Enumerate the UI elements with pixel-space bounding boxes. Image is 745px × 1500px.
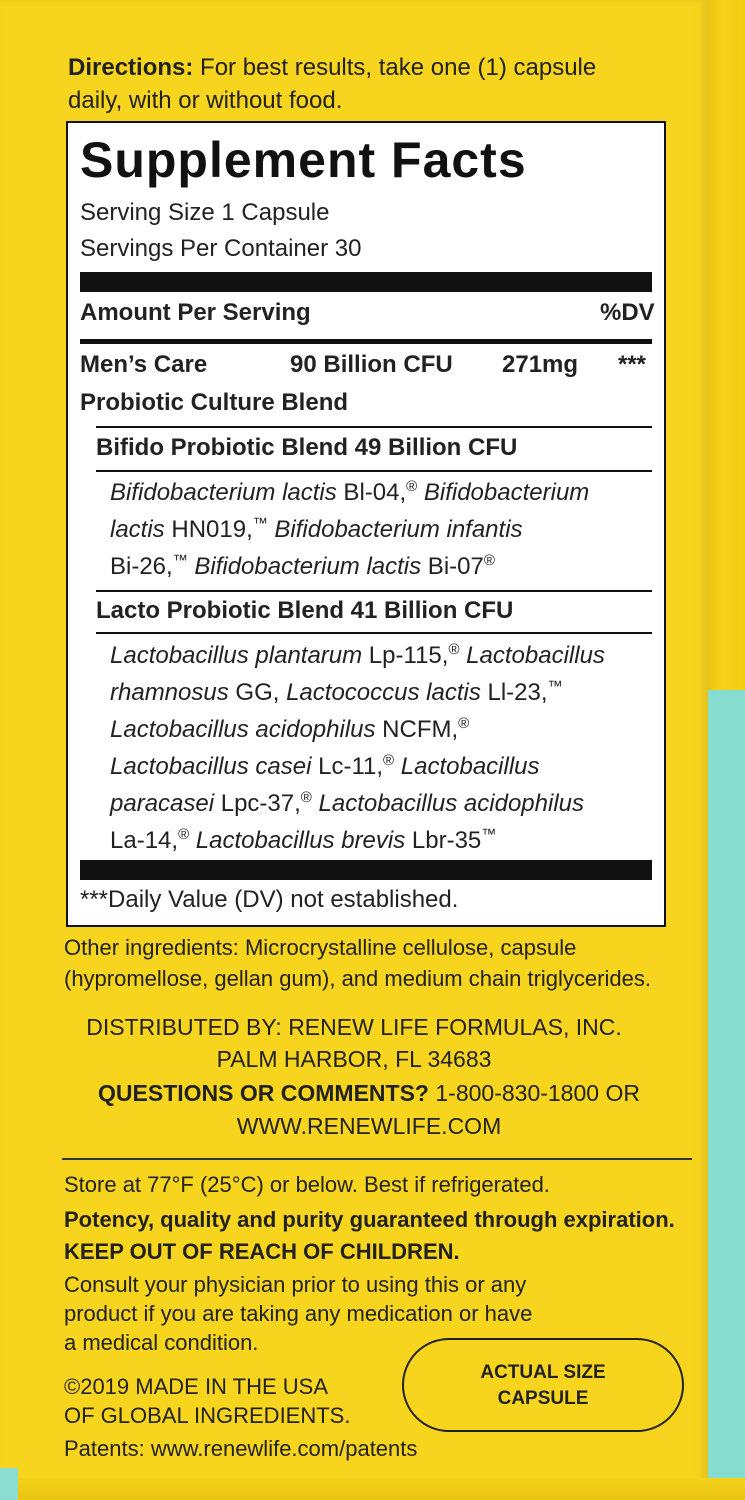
dv-header: %DV — [600, 299, 655, 326]
strain-code: Lc-11, — [311, 753, 384, 780]
strain-name: Lactobacillus plantarum — [110, 642, 363, 669]
thin-rule — [96, 590, 652, 592]
patents-line: Patents: www.renewlife.com/patents — [64, 1436, 418, 1461]
registered-mark: ® — [383, 752, 395, 769]
potency-line: Potency, quality and purity guaranteed through expiration. — [64, 1207, 675, 1232]
strain-code: Bl-04, — [336, 479, 407, 506]
strain-name: Bifidobacterium lactis — [187, 553, 422, 580]
trademark: ™ — [252, 515, 268, 532]
storage-line: Store at 77°F (25°C) or below. Best if refrigerated. — [64, 1172, 550, 1197]
strain-name: Lactobacillus acidophilus — [110, 716, 376, 743]
servings-per-container: Servings Per Container 30 — [80, 235, 362, 262]
strain-code: NCFM, — [375, 716, 459, 743]
lacto-title: Lacto Probiotic Blend 41 Billion CFU — [96, 597, 514, 624]
lacto-line-4 — [110, 752, 540, 781]
strain-code: HN019, — [164, 516, 253, 543]
consult-line-1: Consult your physician prior to using this or any — [64, 1272, 527, 1297]
phone-number: 1-800-830-1800 OR — [428, 1080, 640, 1106]
strain-name: Lactobacillus casei — [110, 753, 312, 780]
directions — [68, 51, 678, 117]
distributor-line-2: PALM HARBOR, FL 34683 — [216, 1046, 492, 1072]
strain-code: Lp-115, — [362, 642, 449, 669]
other-ingredients-1: Other ingredients: Microcrystalline cellulose, capsule — [64, 935, 577, 960]
registered-mark: ® — [458, 715, 470, 732]
questions-label: QUESTIONS OR COMMENTS? — [98, 1080, 429, 1106]
strain-name: Lactobacillus — [394, 753, 540, 780]
capsule-label-1: ACTUAL SIZE — [480, 1362, 606, 1383]
distributor-line-1: DISTRIBUTED BY: RENEW LIFE FORMULAS, INC. — [86, 1014, 622, 1040]
registered-mark: ® — [300, 789, 312, 806]
registered-mark: ® — [448, 641, 460, 658]
strain-code: Lpc-37, — [214, 790, 301, 817]
main-item-mg: 271mg — [502, 351, 579, 378]
directions-text-2: daily, with or without food. — [68, 87, 343, 114]
copyright-line-1: ©2019 MADE IN THE USA — [64, 1374, 328, 1399]
lacto-line-3 — [110, 715, 469, 744]
directions-text-1: For best results, take one (1) capsule — [193, 54, 597, 81]
box-bottom-edge — [0, 1478, 745, 1500]
bifido-title: Bifido Probiotic Blend 49 Billion CFU — [96, 434, 518, 461]
serving-size: Serving Size 1 Capsule — [80, 199, 330, 226]
strain-code: La-14, — [110, 827, 179, 854]
facts-title: Supplement Facts — [80, 132, 527, 188]
registered-mark: ® — [406, 478, 418, 495]
strain-name: Lactobacillus — [459, 642, 605, 669]
thin-rule — [96, 632, 652, 634]
supplement-facts-panel — [66, 121, 666, 927]
questions-line — [0, 1080, 738, 1107]
main-item-dv: *** — [618, 351, 647, 378]
strain-name: Bifidobacterium lactis — [110, 479, 337, 506]
other-ingredients-2: (hypromellose, gellan gum), and medium chain triglycerides. — [64, 966, 651, 991]
capsule-label — [404, 1360, 682, 1412]
dv-footnote: ***Daily Value (DV) not established. — [80, 886, 459, 913]
main-item-name-2: Probiotic Culture Blend — [80, 389, 349, 416]
box-corner-teal — [0, 1468, 18, 1500]
amount-per-serving: Amount Per Serving — [80, 299, 311, 326]
copyright-line-2: OF GLOBAL INGREDIENTS. — [64, 1403, 351, 1428]
main-item-cfu: 90 Billion CFU — [290, 351, 453, 378]
strain-name: paracasei — [110, 790, 215, 817]
trademark: ™ — [172, 552, 188, 569]
strain-name: Lactococcus lactis — [279, 679, 481, 706]
consult-line-2: product if you are taking any medication or have — [64, 1301, 533, 1326]
lacto-line-2 — [110, 678, 563, 707]
thick-rule — [80, 860, 652, 880]
bifido-line-2 — [110, 515, 523, 544]
strain-name: rhamnosus — [110, 679, 229, 706]
strain-code: GG, — [228, 679, 280, 706]
strain-name: Bifidobacterium — [417, 479, 590, 506]
consult-line-3: a medical condition. — [64, 1330, 259, 1355]
thin-rule — [96, 470, 652, 472]
lacto-line-6 — [110, 826, 496, 855]
strain-code: Bi-07 — [421, 553, 484, 580]
bifido-line-3 — [110, 552, 495, 581]
capsule-label-2: CAPSULE — [497, 1388, 589, 1409]
strain-name: Lactobacillus acidophilus — [311, 790, 585, 817]
registered-mark: ® — [483, 552, 495, 569]
thick-rule — [80, 272, 652, 292]
directions-label: Directions: — [68, 54, 194, 81]
actual-size-capsule — [402, 1338, 684, 1432]
lacto-line-1 — [110, 641, 605, 670]
strain-code: Ll-23, — [480, 679, 548, 706]
strain-name: lactis — [110, 516, 165, 543]
main-item-name-1: Men’s Care — [80, 351, 208, 378]
bifido-line-1 — [110, 478, 589, 507]
strain-code: Lbr-35 — [405, 827, 482, 854]
lacto-line-5 — [110, 789, 584, 818]
medium-rule — [80, 339, 652, 344]
trademark: ™ — [547, 678, 563, 695]
registered-mark: ® — [178, 826, 190, 843]
strain-name: Lactobacillus brevis — [189, 827, 406, 854]
strain-code: Bi-26, — [110, 553, 173, 580]
website-link[interactable]: WWW.RENEWLIFE.COM — [236, 1113, 502, 1139]
trademark: ™ — [481, 826, 497, 843]
thin-rule — [96, 426, 652, 428]
strain-name: Bifidobacterium infantis — [267, 516, 523, 543]
divider — [62, 1158, 692, 1160]
keep-out-warning: KEEP OUT OF REACH OF CHILDREN. — [64, 1239, 460, 1264]
